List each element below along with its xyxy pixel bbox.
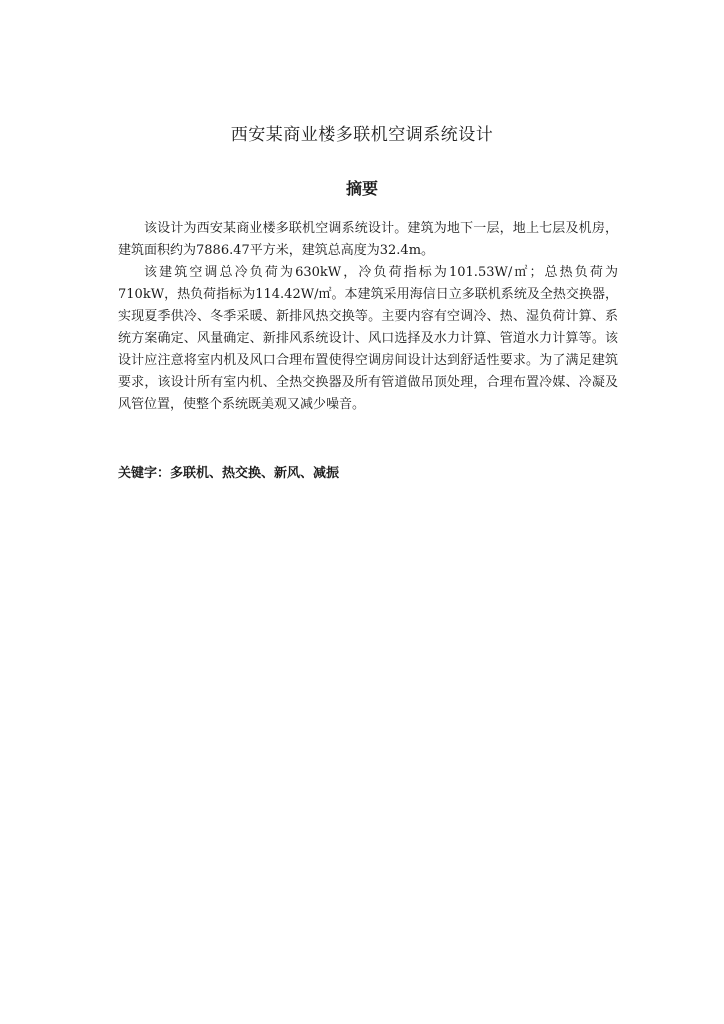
abstract-body	[118, 218, 618, 416]
abstract-paragraph: 该设计为西安某商业楼多联机空调系统设计。建筑为地下一层，地上七层及机房，建筑面积约为7886.47平方米，建筑总高度为32.4m。	[118, 221, 618, 258]
abstract-paragraph: 该建筑空调总冷负荷为630kW，冷负荷指标为101.53W/㎡；总热负荷为710kW，热负荷指标为114.42W/㎡。本建筑采用海信日立多联机系统及全热交换器，实现夏季供冷、冬季采暖、新排风热交换等。主要内容有空调冷、热、湿负荷计算、系统方案确定、风量确定、新排风系统设计、风口选择及水力计算、管道水力计算等。该设计应注意将室内机及风口合理布置使得空调房间设计达到舒适性要求。为了满足建筑要求，该设计所有室内机、全热交换器及所有管道做吊顶处理，合理布置冷媒、冷凝及风管位置，使整个系统既美观又减少噪音。	[118, 265, 618, 412]
keywords-line: 关键字：多联机、热交换、新风、减振	[118, 466, 340, 481]
document-title: 西安某商业楼多联机空调系统设计	[230, 125, 494, 145]
abstract-heading: 摘要	[345, 179, 378, 198]
